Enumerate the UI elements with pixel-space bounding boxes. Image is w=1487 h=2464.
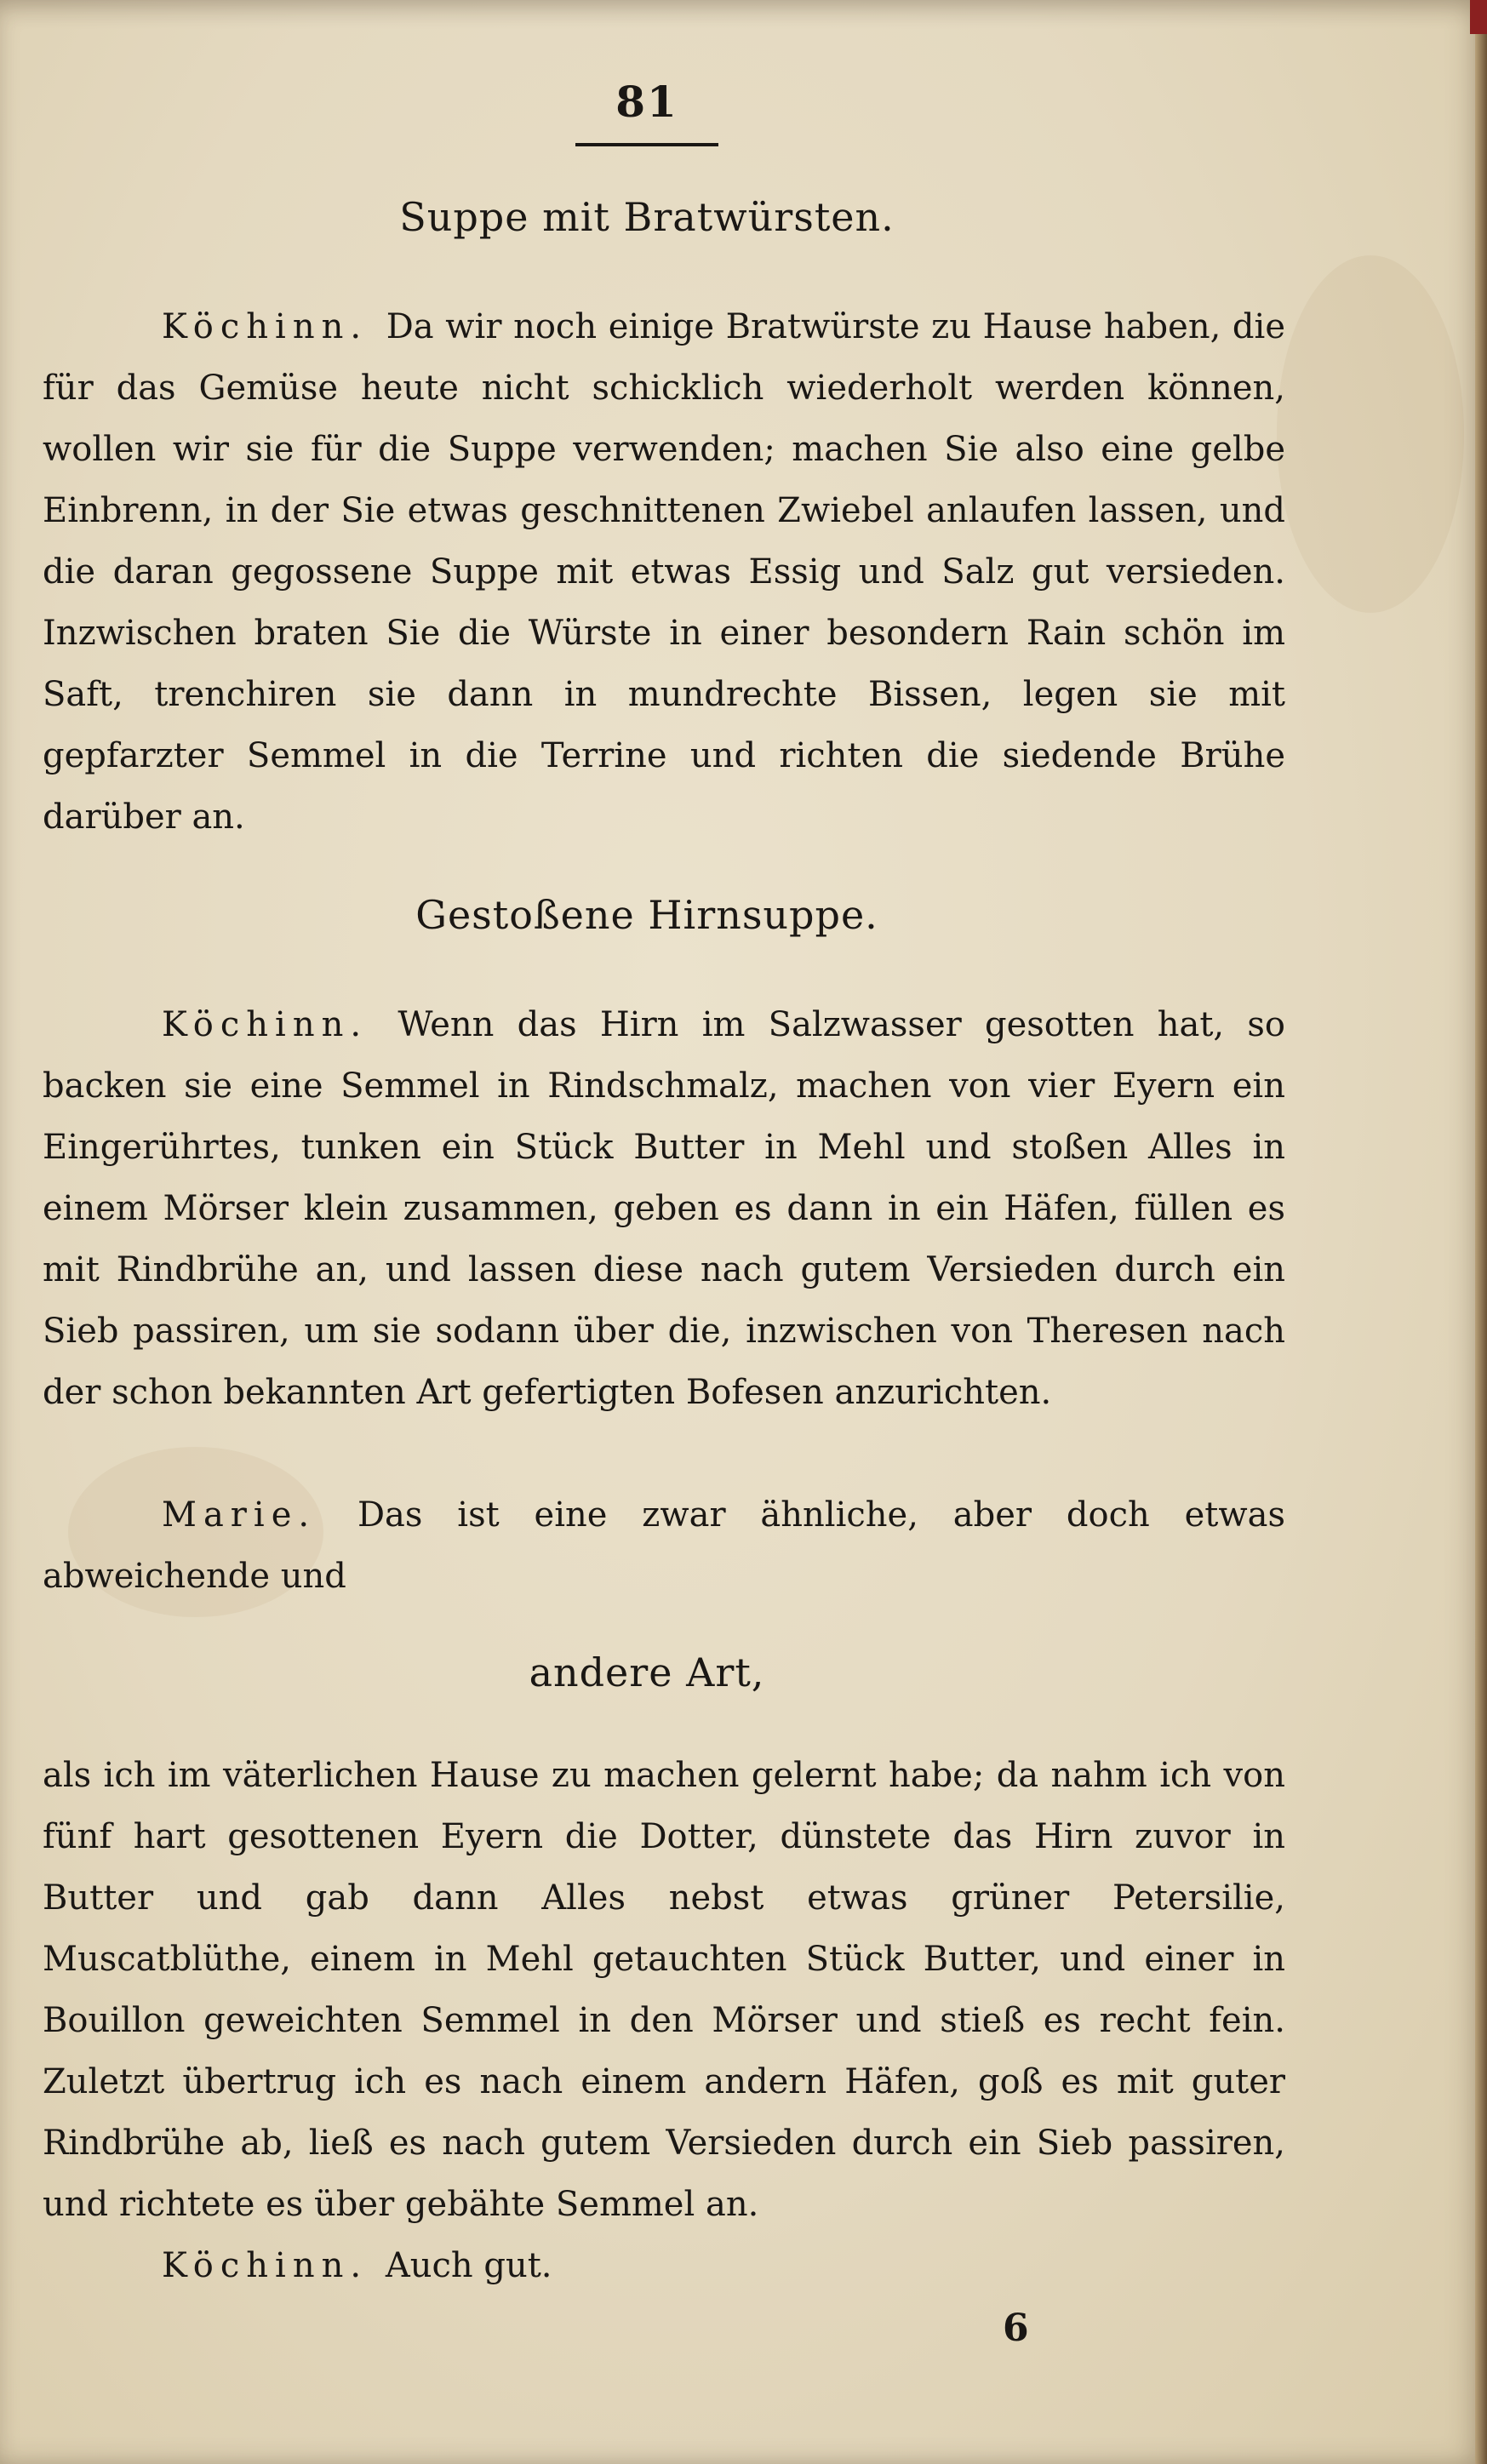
paragraph-text: Das ist eine zwar ähnliche, aber doch etwas abweichende und — [43, 1495, 1285, 1596]
binding-mark — [1470, 0, 1487, 34]
paragraph-text: Auch gut. — [385, 2246, 552, 2285]
paragraph-closing — [43, 2235, 1285, 2296]
paragraph-bratwurst-soup — [43, 296, 1285, 848]
speaker-label: Köchinn. — [162, 1005, 398, 1044]
paragraph-text: Wenn das Hirn im Salzwasser gesotten hat, so backen sie eine Semmel in Rindschmalz, machen von vier Eyern ein Eingerührtes, tunken ein Stück Butter in Mehl und stoßen Alles in einem Mörser klein zusammen, geben es dann in ein Häfen, füllen es mit Rindbrühe an, und lassen diese nach gutem Versieden durch ein Sieb passiren, um sie sodann über die, inzwischen von Theresen nach der schon bekannten Art gefertigten Bofesen anzurichten. — [43, 1005, 1285, 1412]
page-edge — [1475, 0, 1487, 2464]
paragraph-brain-soup — [43, 994, 1285, 1423]
section-title-other-way: andere Art, — [529, 1649, 765, 1695]
speaker-label: Köchinn. — [162, 2246, 386, 2285]
page-number: 81 — [615, 77, 678, 127]
paragraph-text: als ich im väterlichen Hause zu machen gelernt habe; da nahm ich von fünf hart gesottenen Eyern die Dotter, dünstete das Hirn zuvor in Butter und gab dann Alles nebst etwas grüner Petersilie, Muscatblüthe, einem in Mehl getauchten Stück Butter, und einer in Bouillon geweichten Semmel in den Mörser und stieß es recht fein. Zuletzt übertrug ich es nach einem andern Häfen, goß es mit guter Rindbrühe ab, ließ es nach gutem Versieden durch ein Sieb passiren, und richtete es über gebähte Semmel an. — [43, 1756, 1285, 2224]
paragraph-marie — [43, 1484, 1285, 1607]
paragraph-text: Da wir noch einige Bratwürste zu Hause haben, die für das Gemüse heute nicht schicklich wiederholt werden können, wollen wir sie für die Suppe verwenden; machen Sie also eine gelbe Einbrenn, in der Sie etwas geschnittenen Zwiebel anlaufen lassen, und die daran gegossene Suppe mit etwas Essig und Salz gut versieden. Inzwischen braten Sie die Würste in einer besondern Rain schön im Saft, trenchiren sie dann in mundrechte Bissen, legen sie mit gepfarzter Semmel in die Terrine und richten die siedende Brühe darüber an. — [43, 307, 1285, 837]
section-title-brain-soup: Gestoßene Hirnsuppe. — [415, 892, 878, 938]
page-number-rule — [575, 143, 718, 146]
section-title-bratwurst-soup: Suppe mit Bratwürsten. — [399, 194, 895, 240]
speaker-label: Marie. — [162, 1495, 357, 1535]
speaker-label: Köchinn. — [162, 307, 386, 346]
paper-stain — [1277, 255, 1464, 613]
paragraph-other-way — [43, 1745, 1285, 2235]
signature-mark: 6 — [1003, 2307, 1029, 2350]
